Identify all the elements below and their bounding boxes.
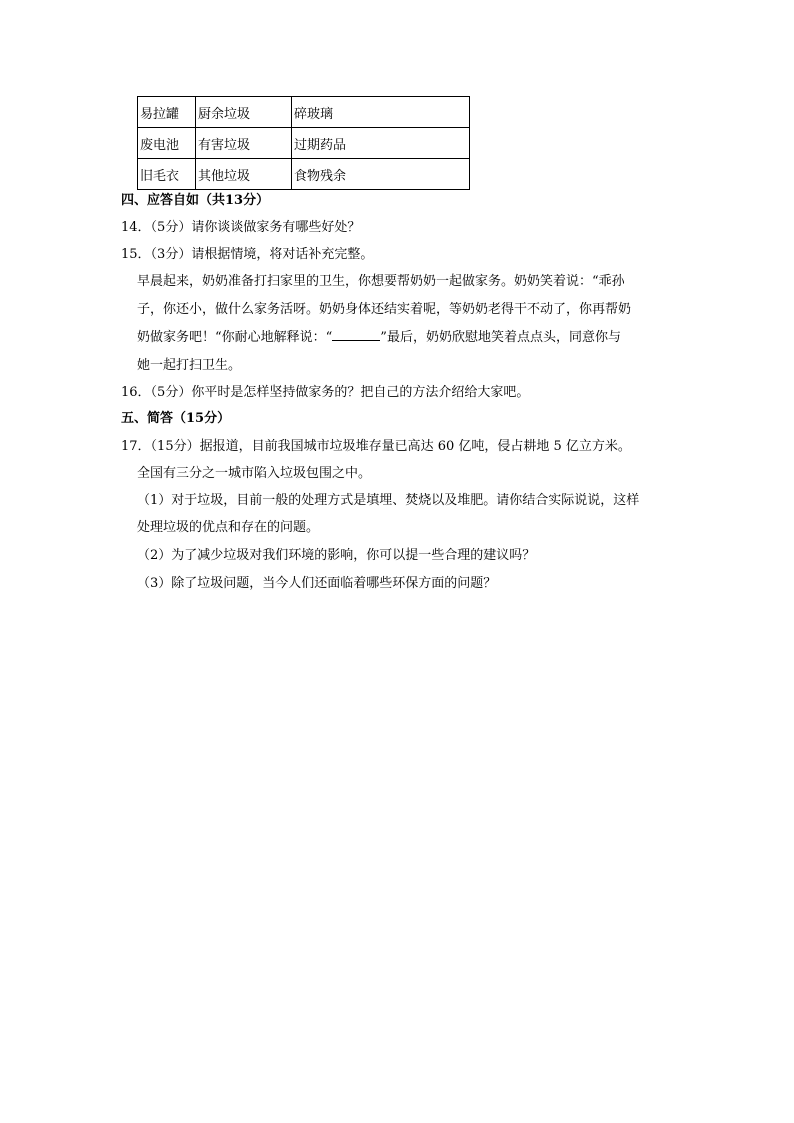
question-17-line-1: 17．（15分）据报道，目前我国城市垃圾堆存量已高达 60 亿吨，侵占耕地 5 亿立方米。	[121, 439, 631, 454]
table-cell: 其他垃圾	[196, 159, 292, 190]
question-15-line-3-before: 奶做家务吧！“你耐心地解释说：“	[137, 330, 333, 345]
question-16: 16．（5分）你平时是怎样坚持做家务的？把自己的方法介绍给大家吧。	[121, 385, 530, 400]
table-cell: 易拉罐	[138, 97, 196, 128]
question-14: 14．（5分）请你谈谈做家务有哪些好处？	[121, 220, 361, 235]
section-five-title: 五、简答（15分）	[121, 411, 231, 426]
question-17-sub-1b: 处理垃圾的优点和存在的问题。	[137, 520, 320, 535]
question-17-sub-3: （3）除了垃圾问题，当今人们还面临着哪些环保方面的问题？	[137, 576, 497, 591]
question-15-line-3-after: ”最后，奶奶欣慰地笑着点点头，同意你与	[380, 330, 621, 345]
table-row	[138, 128, 470, 159]
table-row	[138, 97, 470, 128]
section-four-title: 四、应答自如（共13分）	[121, 193, 270, 208]
question-15-prompt: 15．（3分）请根据情境，将对话补充完整。	[121, 247, 374, 262]
table-cell: 过期药品	[292, 128, 470, 159]
question-17-sub-1a: （1）对于垃圾，目前一般的处理方式是填埋、焚烧以及堆肥。请你结合实际说说，这样	[137, 493, 640, 508]
question-15-line-3	[137, 328, 621, 348]
table-cell: 碎玻璃	[292, 97, 470, 128]
question-17-sub-2: （2）为了减少垃圾对我们环境的影响，你可以提一些合理的建议吗？	[137, 548, 536, 563]
garbage-classification-table	[137, 96, 470, 190]
table-cell: 食物残余	[292, 159, 470, 190]
table-cell: 旧毛衣	[138, 159, 196, 190]
question-15-line-4: 她一起打扫卫生。	[137, 358, 242, 373]
table-cell: 有害垃圾	[196, 128, 292, 159]
question-15-line-2: 子，你还小，做什么家务活呀。奶奶身体还结实着呢，等奶奶老得干不动了，你再帮奶	[137, 302, 632, 317]
table-body	[138, 97, 470, 190]
table-row	[138, 159, 470, 190]
question-17-line-2: 全国有三分之一城市陷入垃圾包围之中。	[137, 466, 372, 481]
answer-blank[interactable]	[332, 328, 380, 341]
table-cell: 厨余垃圾	[196, 97, 292, 128]
table-cell: 废电池	[138, 128, 196, 159]
question-15-line-1: 早晨起来，奶奶准备打扫家里的卫生，你想要帮奶奶一起做家务。奶奶笑着说：“乖孙	[137, 274, 625, 289]
